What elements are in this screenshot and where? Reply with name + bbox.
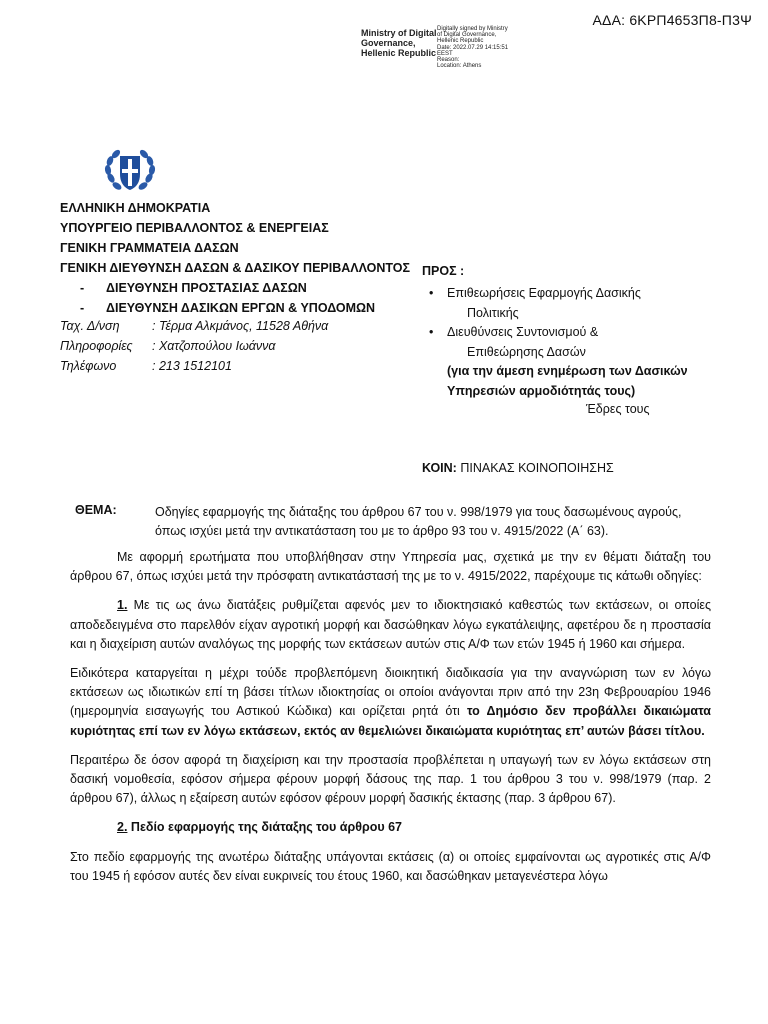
section-title: Πεδίο εφαρμογής της διάταξης του άρθρου 67	[127, 820, 402, 835]
subunit-label: ΔΙΕΥΘΥΝΣΗ ΔΑΣΙΚΩΝ ΕΡΓΩΝ & ΥΠΟΔΟΜΩΝ	[106, 301, 376, 315]
contact-value: : Τέρμα Αλκμάνος, 11528 Αθήνα	[152, 319, 329, 333]
header-subunit	[60, 298, 410, 318]
bullet-icon: •	[429, 325, 434, 339]
paragraph-4: Στο πεδίο εφαρμογής της ανωτέρω διάταξης υπάγονται εκτάσεις (α) οι οποίες εμφαίνονται ως αγροτικές στις Α/Φ του 1945 ή εφόσον αυτές δεν είναι ευκρινείς του έτους 1960, και δασώθηκαν μεταγενέστερα λόγω	[70, 849, 711, 883]
cc-label: ΚΟΙΝ:	[422, 461, 457, 475]
recipient-text: Πολιτικής	[467, 305, 519, 320]
signature-details	[437, 26, 508, 69]
contact-value: : Χατζοπούλου Ιωάννα	[152, 339, 276, 353]
paragraph-3: Περαιτέρω δε όσον αφορά τη διαχείριση και την προστασία προβλέπεται η υπαγωγή των εν λόγω εκτάσεων στη δασική νομοθεσία, εφόσον σήμερα φέρουν μορφή δάσους της παρ. 1 του άρθρου 3 του ν. 998/1979 (παρ. 2 άρθρου 67), άλλως η εξαίρεση αυτών εφόσον φέρουν μορφή δασικής έκτασης (παρ. 3 άρθρου 67).	[70, 752, 711, 806]
signature-detail-line: Location: Athens	[437, 63, 482, 70]
recipient-item	[429, 323, 727, 362]
subject-text: Οδηγίες εφαρμογής της διάταξης του άρθρου 67 του ν. 998/1979 για τους δασωμένους αγρούς, όπως ισχύει μετά την αντικατάσταση του με το άρθρο 93 του ν. 4915/2022 (Α΄ 63).	[155, 505, 682, 538]
signature-detail-line: Date: 2022.07.29 14:15:51	[437, 44, 509, 51]
subject-label: ΘΕΜΑ:	[75, 503, 117, 517]
subunit-label: ΔΙΕΥΘΥΝΣΗ ΠΡΟΣΤΑΣΙΑΣ ΔΑΣΩΝ	[106, 281, 307, 295]
section-number: 1.	[117, 598, 128, 613]
dash-bullet: -	[80, 301, 85, 315]
note-line: (για την άμεση ενημέρωση των Δασικών	[447, 364, 688, 378]
contact-info	[60, 316, 328, 376]
recipients-list	[429, 284, 727, 401]
paragraph-text: Με τις ως άνω διατάξεις ρυθμίζεται αφενός μεν το ιδιοκτησιακό καθεστώς των εκτάσεων, οι οποίες αποδεδειγμένα στο παρελθόν είχαν αγροτική μορφή και δασώθηκαν λόγω εγκατάλειψης, αφετέρου δε η προστασία και η διαχείριση αυτών αναλόγως της μορφής των εκτάσεων αυτών στις Α/Φ των ετών 1945 ή 1960 και σήμερα.	[70, 598, 711, 651]
signature-org-line: Governance,	[361, 38, 416, 48]
signature-org-line: Hellenic Republic	[361, 48, 437, 58]
dash-bullet: -	[80, 281, 85, 295]
signature-detail-line: of Digital Governance,	[437, 32, 497, 39]
section-number: 2.	[117, 820, 128, 835]
paragraph-2	[70, 664, 711, 741]
recipient-text: Διευθύνσεις Συντονισμού &	[447, 325, 599, 339]
header-line: ΓΕΝΙΚΗ ΔΙΕΥΘΥΝΣΗ ΔΑΣΩΝ & ΔΑΣΙΚΟΥ ΠΕΡΙΒΑΛΛΟΝΤΟΣ	[60, 261, 410, 275]
section-2-heading	[70, 818, 711, 837]
signature-detail-line: Digitally signed by Ministry	[437, 26, 508, 32]
recipient-item	[429, 284, 727, 323]
header-line: ΕΛΛΗΝΙΚΗ ΔΗΜΟΚΡΑΤΙΑ	[60, 201, 211, 215]
contact-label: Τηλέφωνο	[60, 359, 117, 373]
recipients-note	[447, 362, 727, 401]
cc-value: ΠΙΝΑΚΑΣ ΚΟΙΝΟΠΟΙΗΣΗΣ	[460, 461, 614, 475]
recipients-seats: Έδρες τους	[586, 402, 650, 416]
header-subunit	[60, 278, 410, 298]
paragraph-1	[70, 596, 711, 654]
signature-organization	[361, 28, 437, 58]
recipient-text: Επιθεωρήσεις Εφαρμογής Δασικής	[447, 286, 641, 300]
contact-label: Ταχ. Δ/νση	[60, 319, 120, 333]
contact-row	[60, 316, 328, 336]
header-line: ΥΠΟΥΡΓΕΙΟ ΠΕΡΙΒΑΛΛΟΝΤΟΣ & ΕΝΕΡΓΕΙΑΣ	[60, 221, 329, 235]
signature-detail-line: EEST	[437, 50, 453, 57]
intro-paragraph: Με αφορμή ερωτήματα που υποβλήθησαν στην Υπηρεσία μας, σχετικά με την εν θέματι διάταξη του άρθρου 67, όπως ισχύει μετά την πρόσφατη αντικατάστασή της με το ν. 4915/2022, παρέχουμε τις κάτωθι οδηγίες:	[70, 550, 711, 584]
contact-row	[60, 356, 328, 376]
recipients-label: ΠΡΟΣ :	[422, 264, 465, 278]
recipient-text: Επιθεώρησης Δασών	[467, 344, 586, 359]
paragraph-emphasis: το Δημόσιο δεν προβάλλει δικαιώματα κυριότητας επί των εν λόγω εκτάσεων, εκτός αν θεμελιώνει δικαιώματα κυριότητας επ’ αυτών βάσει τίτλου.	[70, 704, 711, 738]
contact-label: Πληροφορίες	[60, 339, 133, 353]
signature-detail-line: Reason:	[437, 57, 460, 64]
header-line: ΓΕΝΙΚΗ ΓΡΑΜΜΑΤΕΙΑ ΔΑΣΩΝ	[60, 241, 239, 255]
cc-line	[422, 461, 614, 475]
note-line: Υπηρεσιών αρμοδιότητάς τους)	[447, 383, 636, 398]
signature-org-line: Ministry of Digital	[361, 28, 437, 38]
hellenic-republic-emblem-icon	[103, 144, 157, 198]
contact-value: : 213 1512101	[152, 359, 232, 373]
document-body	[70, 548, 711, 896]
contact-row	[60, 336, 328, 356]
bullet-icon: •	[429, 286, 434, 300]
issuer-header	[60, 198, 410, 318]
ada-identifier: ΑΔΑ: 6ΚΡΠ4653Π8-Π3Ψ	[592, 12, 752, 28]
signature-detail-line: Hellenic Republic	[437, 38, 484, 45]
paragraph-text: Ειδικότερα καταργείται η μέχρι τούδε προβλεπόμενη διοικητική διαδικασία για την αναγνώριση των εν λόγω εκτάσεων ως ιδιωτικών επί τη βάσει τίτλων ιδιοκτησίας οι οποίοι ανάγονται πριν από την 23η Φεβρουαρίου 1946 (ημερομηνία εισαγωγής του Αστικού Κώδικα) και ορίζεται ρητά ότι	[70, 666, 711, 719]
